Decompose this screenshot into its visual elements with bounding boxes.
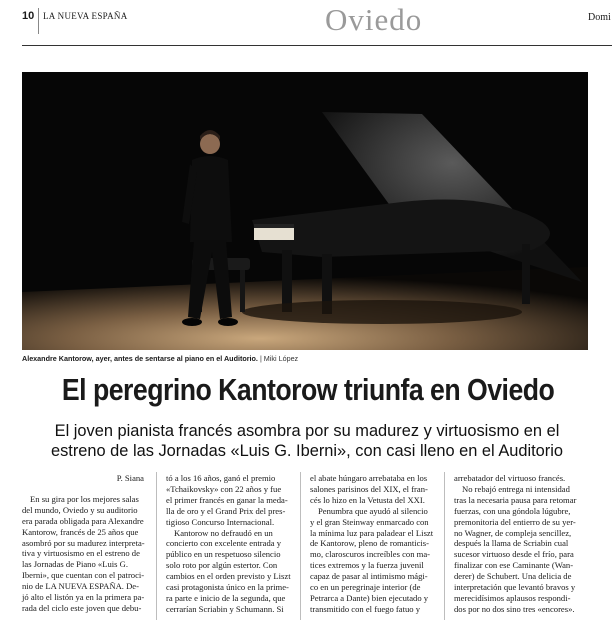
article-photo <box>22 72 588 350</box>
body-line: cerrarían Scriabin y Schumann. Si <box>166 603 284 614</box>
body-line: tiva y virtuosismo en el estreno de <box>22 548 140 559</box>
body-line: concierto con excelente entrada y <box>166 538 281 549</box>
body-line: el primer francés en ganar la meda- <box>166 494 288 505</box>
body-line: cés lo hizo en la Vetusta del XXI. <box>310 494 425 505</box>
body-line: cambios en el orden previsto y Liszt <box>166 571 291 582</box>
subhead-line: El joven pianista francés asombra por su madurez y virtuosismo en el <box>54 422 560 440</box>
body-line: después la llama de Scriabin cual <box>454 538 569 549</box>
body-line: tras la necesaria pausa para retomar <box>454 494 577 505</box>
body-line: premonitoria del entierro de su yer- <box>454 516 576 527</box>
body-line: tices extremos y la fuerza juvenil <box>310 560 424 571</box>
body-line: merecidísimos aplausos respondi- <box>454 592 571 603</box>
body-line: del mundo, Oviedo y su auditorio <box>22 504 138 515</box>
body-line: En su gira por los mejores salas <box>30 493 139 504</box>
body-line: sucesor virtuoso desde el frío, para <box>454 549 574 560</box>
body-line: dos por no dos sino tres «encores». <box>454 603 575 614</box>
body-line: interpretación que levantó bravos y <box>454 582 576 593</box>
page-number: 10 <box>22 10 35 22</box>
body-line: lla de oro y el Grand Prix del pres- <box>166 505 286 516</box>
body-line: salones parisinos del XIX, el fran- <box>310 483 428 494</box>
body-line: tigioso Concurso Internacional. <box>166 516 275 527</box>
body-line: mo, claroscuros increíbles con ma- <box>310 549 431 560</box>
newspaper-name: LA NUEVA ESPAÑA <box>43 11 128 21</box>
column-divider <box>444 472 445 620</box>
body-line: de Kantorow, pleno de romanticis- <box>310 538 430 549</box>
article-column-4 <box>454 473 576 615</box>
body-line: la mínima luz para paladear el Liszt <box>310 527 434 538</box>
article-column-1 <box>22 473 144 614</box>
photo-caption <box>22 354 298 363</box>
body-line: casi protagonista único en la prime- <box>166 582 289 593</box>
body-line: derer) de Schubert. Una delicia de <box>454 571 572 582</box>
date-fragment: Domi <box>588 12 611 23</box>
body-line: era parada obligada para Alexandre <box>22 515 144 526</box>
body-line: Kantorow no defraudó en un <box>174 527 273 538</box>
subheadline <box>22 421 592 461</box>
column-divider <box>300 472 301 620</box>
body-line: no Wagner, de compleja sencillez, <box>454 527 572 538</box>
photo-credit: | Miki López <box>259 354 299 363</box>
body-line: Petrarca a Dante) bien ejecutado y <box>310 592 429 603</box>
body-line: jó alto el listón ya en la primera pa- <box>22 592 145 603</box>
body-line: Iberni», que cuentan con el patroci- <box>22 570 145 581</box>
header-rule <box>22 45 612 46</box>
header-divider <box>38 8 39 34</box>
body-line: finalizar con ese Caminante (Wan- <box>454 560 574 571</box>
body-line: y el gran Steinway enmarcado con <box>310 516 429 527</box>
page-header <box>0 0 612 46</box>
subhead-line: estreno de las Jornadas «Luis G. Iberni», con casi lleno en el Auditorio <box>50 442 564 460</box>
body-line: capaz de pasar al intimismo mági- <box>310 571 428 582</box>
body-line: tó a los 16 años, ganó el premio <box>166 473 276 483</box>
column-divider <box>156 472 157 620</box>
body-line: Kantorow, francés de 25 años que <box>22 526 139 537</box>
section-title: Oviedo <box>325 2 423 37</box>
body-line: fuerzas, con una góndola lúgubre, <box>454 505 571 516</box>
article-column-2 <box>166 473 291 615</box>
headline: El peregrino Kantorow triunfa en Oviedo <box>61 372 555 407</box>
article-column-3 <box>310 473 432 615</box>
body-line: No rebajó entrega ni intensidad <box>462 483 570 494</box>
body-line: Penumbra que ayudó al silencio <box>318 505 428 516</box>
body-line: transmitido con el fuego fatuo y <box>310 603 421 614</box>
body-line: público en un respetuoso silencio <box>166 549 281 560</box>
body-line: ra parte e inicio de la segunda, que <box>166 592 286 603</box>
caption-text: Alexandre Kantorow, ayer, antes de sentarse al piano en el Auditorio. <box>22 354 258 363</box>
body-line: nio de LA NUEVA ESPAÑA. De- <box>22 581 139 592</box>
body-line: asombró por su madurez interpreta- <box>22 537 145 548</box>
byline: P. Siana <box>116 473 144 483</box>
body-line: las Jornadas de Piano «Luis G. <box>22 559 128 570</box>
body-line: rada del ciclo este joven que debu- <box>22 602 142 613</box>
body-line: arrebatador del virtuoso francés. <box>454 473 566 483</box>
body-line: «Tchaikovsky» con 22 años y fue <box>166 483 282 494</box>
body-line: solo roto por algún estertor. Con <box>166 560 278 571</box>
body-line: co en un peregrinaje interior (de <box>310 582 421 593</box>
pianist-photo-illustration <box>22 72 588 350</box>
body-line: el abate húngaro arrebataba en los <box>310 473 428 483</box>
